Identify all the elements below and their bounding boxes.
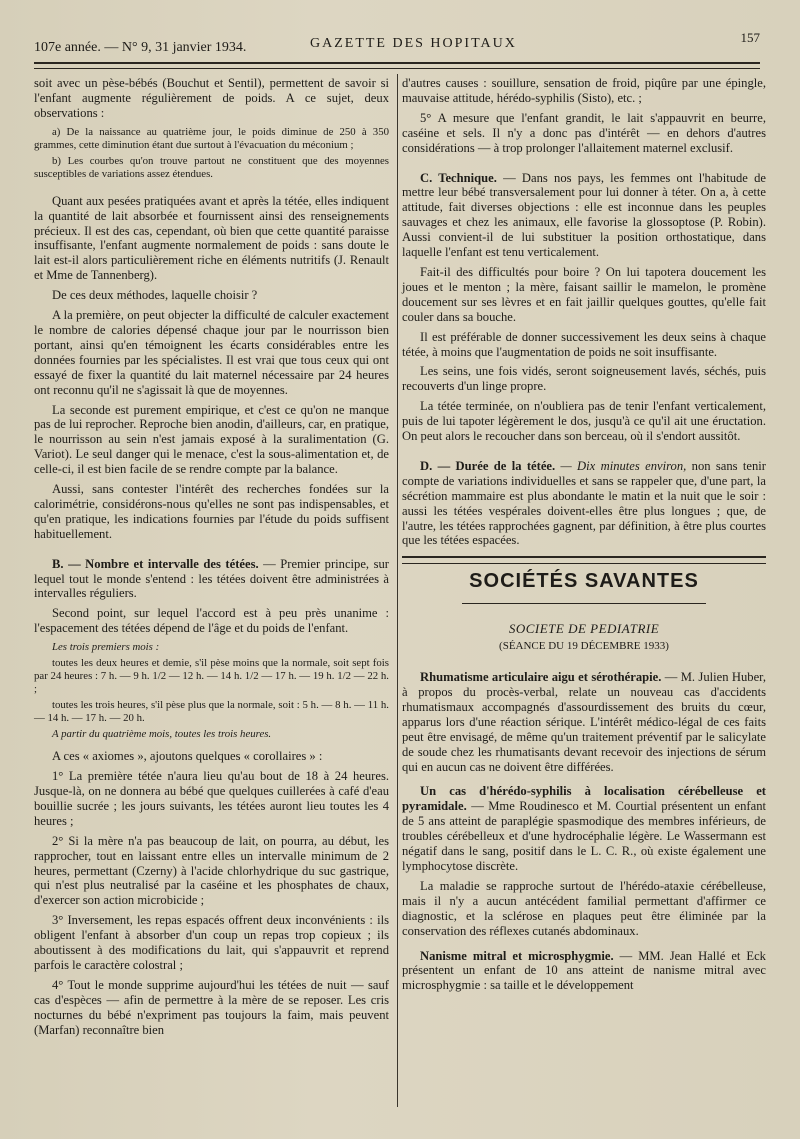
corollary-2: 2° Si la mère n'a pas beaucoup de lait, on pourra, au début, les rapprocher, tout en laissant entre elles un intervalle minimum de 2 heures, permettant (Czerny) à l'acide chlorhydrique du suc gastrique, qui n'est plus neutralisé par la caséine et les phosphates de chaux, d'exercer son action microbicide ; xyxy=(34,833,389,908)
title-rule xyxy=(462,603,706,604)
section-b xyxy=(34,557,389,602)
schedule-title: Les trois premiers mois : xyxy=(52,641,160,654)
topic-1 xyxy=(402,670,766,774)
schedule-item: toutes les deux heures et demie, s'il pèse moins que la normale, soit sept fois par 24 heures : 7 h. — 9 h. 1/2 — 12 h. — 14 h. 1/2 — 17 h. — 19 h. 1/2 — 22 h. ; xyxy=(34,657,389,696)
paragraph: 5° A mesure que l'enfant grandit, le lait s'appauvrit en beurre, caséine et sels. Il n'y a donc pas d'intérêt — en dehors d'autres considérations — à trop prolonger l'allaitement maternel exclusif. xyxy=(402,110,766,155)
schedule-item: toutes les trois heures, s'il pèse plus que la normale, soit : 5 h. — 8 h. — 11 h. — 14 h. — 17 h. — 20 h. xyxy=(34,699,389,725)
paragraph: Les seins, une fois vidés, seront soigneusement lavés, séchés, puis recouverts d'un linge propre. xyxy=(402,364,766,394)
section-d-heading: D. — Durée de la tétée. xyxy=(420,458,556,473)
column-divider xyxy=(397,74,398,1107)
topic-2-text: — Mme Roudinesco et M. Courtial présentent un enfant de 5 ans atteint de paraplégie spasmodique des membres inférieurs, de troubles cérébelleux et d'une hydrocéphalie légère. Le Wassermann est négatif dans le sang, positif dans le L. C. R., où existe également une lymphocytose discrète. xyxy=(402,799,766,873)
section-title: SOCIÉTÉS SAVANTES xyxy=(469,570,699,593)
paragraph: Aussi, sans contester l'intérêt des recherches fondées sur la calorimétrie, considérons-nous qu'elles ne sont pas indispensables, et qu'en pratique, les indications fournies par l'étude du poids suffisent habituellement. xyxy=(34,482,389,541)
header-rule xyxy=(34,62,760,69)
session-date: (SÉANCE DU 19 DÉCEMBRE 1933) xyxy=(499,640,669,653)
observations xyxy=(34,126,389,181)
corollary-4: 4° Tout le monde supprime aujourd'hui les tétées de nuit — sauf cas d'espèces — afin de permettre à la mère de se reposer. Les cris nocturnes du bébé n'expriment pas toujours la faim, mais peuvent (Marfan) reconnaître bien xyxy=(34,977,389,1037)
paragraph: Second point, sur lequel l'accord est à peu près unanime : l'espacement des tétées dépend de l'âge et du poids de l'enfant. xyxy=(34,606,389,636)
section-c-heading: C. Technique. xyxy=(420,170,497,185)
right-column xyxy=(402,76,766,998)
journal-title: GAZETTE DES HOPITAUX xyxy=(310,36,517,51)
section-b-heading: B. — Nombre et intervalle des tétées. xyxy=(52,556,259,571)
society-name: SOCIETE DE PEDIATRIE xyxy=(508,621,660,637)
section-c xyxy=(402,171,766,260)
paragraph: De ces deux méthodes, laquelle choisir ? xyxy=(52,288,258,303)
topic-2 xyxy=(402,784,766,873)
topic-3-text: — MM. Jean Hallé et Eck présentent un enfant de 10 ans atteint de nanisme mitral avec microsphygmie : sa taille et le développement xyxy=(402,948,766,993)
paragraph: La tétée terminée, on n'oubliera pas de tenir l'enfant verticalement, puis de lui tapoter légèrement le dos, jusqu'à ce qu'il ait une éructation. On peut alors le recoucher dans son berceau, où il s'endort aussitôt. xyxy=(402,399,766,444)
issue-line: 107e année. — N° 9, 31 janvier 1934. xyxy=(34,40,247,55)
corollary-3: 3° Inversement, les repas espacés offrent deux inconvénients : ils obligent l'enfant à absorber d'un coup un repas trop copieux ; ils aboutissent à des modifications du lait, qui s'appauvrit et reprend parfois le caractère colostral ; xyxy=(34,913,389,972)
schedule xyxy=(34,641,389,741)
left-column xyxy=(34,76,389,1043)
section-c-text: — Dans nos pays, les femmes ont l'habitude de mettre leur bébé transversalement pour lui donner à téter. On a, à cette attitude, fait diverses objections : elle est inconnue dans les peuples sauvages et chez les animaux, elle favorise la glossoptose (P. Robin). Aussi convient-il de lui substituer la position orthostatique, dans laquelle l'enfant est tenu verticalement. xyxy=(402,170,766,260)
paragraph: Fait-il des difficultés pour boire ? On lui tapotera doucement les joues et le menton ; la mère, faisant saillir le mamelon, le promène doucement sur ses lèvres et en fait jaillir quelques gouttes, qu'elle fait couler dans sa bouche. xyxy=(402,264,766,324)
page-header xyxy=(34,26,760,60)
schedule-item: A partir du quatrième mois, toutes les trois heures. xyxy=(52,728,272,741)
topic-1-title: Rhumatisme articulaire aigu et sérothérapie. xyxy=(420,670,662,685)
corollary-1: 1° La première tétée n'aura lieu qu'au bout de 18 à 24 heures. Jusque-là, on ne donnera au bébé que quelques cuillerées à café d'eau bouillie sucrée ; les jours suivants, les tétées auront lieu toutes les 4 heures ; xyxy=(34,769,389,828)
topic-2-title: Un cas d'hérédo-syphilis à localisation cérébelleuse et pyramidale. xyxy=(402,784,766,814)
section-b-text: — Premier principe, sur lequel tout le monde s'entend : les tétées doivent être administrées à intervalles réguliers. xyxy=(34,556,389,601)
section-d xyxy=(402,459,766,548)
paragraph: La maladie se rapproche surtout de l'hérédo-ataxie cérébelleuse, mais il n'y a aucun antécédent familial permettant d'affirmer ce diagnostic, et la sclérose en plaques peut être éliminée par la conservation des réflexes cutanés abdominaux. xyxy=(402,878,766,938)
paragraph: La seconde est purement empirique, et c'est ce qu'on ne manque pas de lui reprocher. Reproche bien anodin, d'ailleurs, car, en pratique, le nourrisson au sein n'est jamais exposé à la suralimentation (G. Variot). Le seul danger qui le menace, c'est la sous-alimentation et, de celle-ci, il est bien facile de se rendre compte par la balance. xyxy=(34,402,389,477)
paragraph: A la première, on peut objecter la difficulté de calculer exactement le nombre de calories dépensé chaque jour par le nourrisson bien portant, ainsi qu'en témoignent les écarts considérables entre les données fournies par les spécialistes. Il est vrai que tous ceux qui ont essayé de fixer la quantité du lait maternel nécessaire par 24 heures ont reconnu qu'il ne s'agissait là que de moyennes. xyxy=(34,308,389,397)
section-d-text: non sans tenir compte de variations individuelles et sans se rappeler que, d'une part, la sécrétion mammaire est plus abondante le matin et la nuit que le soir : aussi les tétées vespérales doivent-elles être plus longues ; que, de l'autre, les tétées rapprochées gagnent, par définition, à être plus courtes que les tétées espacées. xyxy=(402,458,766,548)
paragraph: Il est préférable de donner successivement les deux seins à chaque tétée, à moins que l'augmentation de poids ne soit insuffisante. xyxy=(402,329,766,359)
paragraph: soit avec un pèse-bébés (Bouchut et Sentil), permettent de savoir si l'enfant augmente régulièrement de poids. A ce sujet, deux observations : xyxy=(34,76,389,120)
topic-1-text: — M. Julien Huber, à propos du procès-verbal, relate un nouveau cas d'accidents rhumatismaux accompagnés d'assourdissement des bruits du cœur, apparus lors d'une réaction sérique. L'intérêt médico-légal de ces faits peut être envisagé, de même qu'un traitement préventif par le salicylate de soude chez les rhumatisants devant recevoir des injections de sérum qui en aucun cas ne doivent être différées. xyxy=(402,670,766,774)
paragraph: Quant aux pesées pratiquées avant et après la tétée, elles indiquent la quantité de lait absorbée et fournissent ainsi des renseignements précieux. Il est des cas, cependant, où bien que cette quantité paraisse insuffisante, l'enfant augmente normalement de poids : sans doute le lait est-il alors particulièrement riche en éléments nutritifs (J. Renault et Mme de Tannenberg). xyxy=(34,193,389,283)
observation-b: b) Les courbes qu'on trouve partout ne constituent que des moyennes susceptibles de variations assez étendues. xyxy=(34,154,389,180)
paragraph: d'autres causes : souillure, sensation de froid, piqûre par une épingle, mauvaise attitude, hérédo-syphilis (Sisto), etc. ; xyxy=(402,76,766,105)
observation-a: a) De la naissance au quatrième jour, le poids diminue de 250 à 350 grammes, cette diminution étant due surtout à l'évacuation du méconium ; xyxy=(34,125,389,151)
topic-3 xyxy=(402,949,766,994)
page-number: 157 xyxy=(740,30,760,45)
topic-3-title: Nanisme mitral et microsphygmie. xyxy=(420,948,614,963)
paragraph: A ces « axiomes », ajoutons quelques « corollaires » : xyxy=(52,749,323,764)
section-rule xyxy=(402,556,766,564)
section-d-duration: — Dix minutes environ, xyxy=(560,458,687,473)
